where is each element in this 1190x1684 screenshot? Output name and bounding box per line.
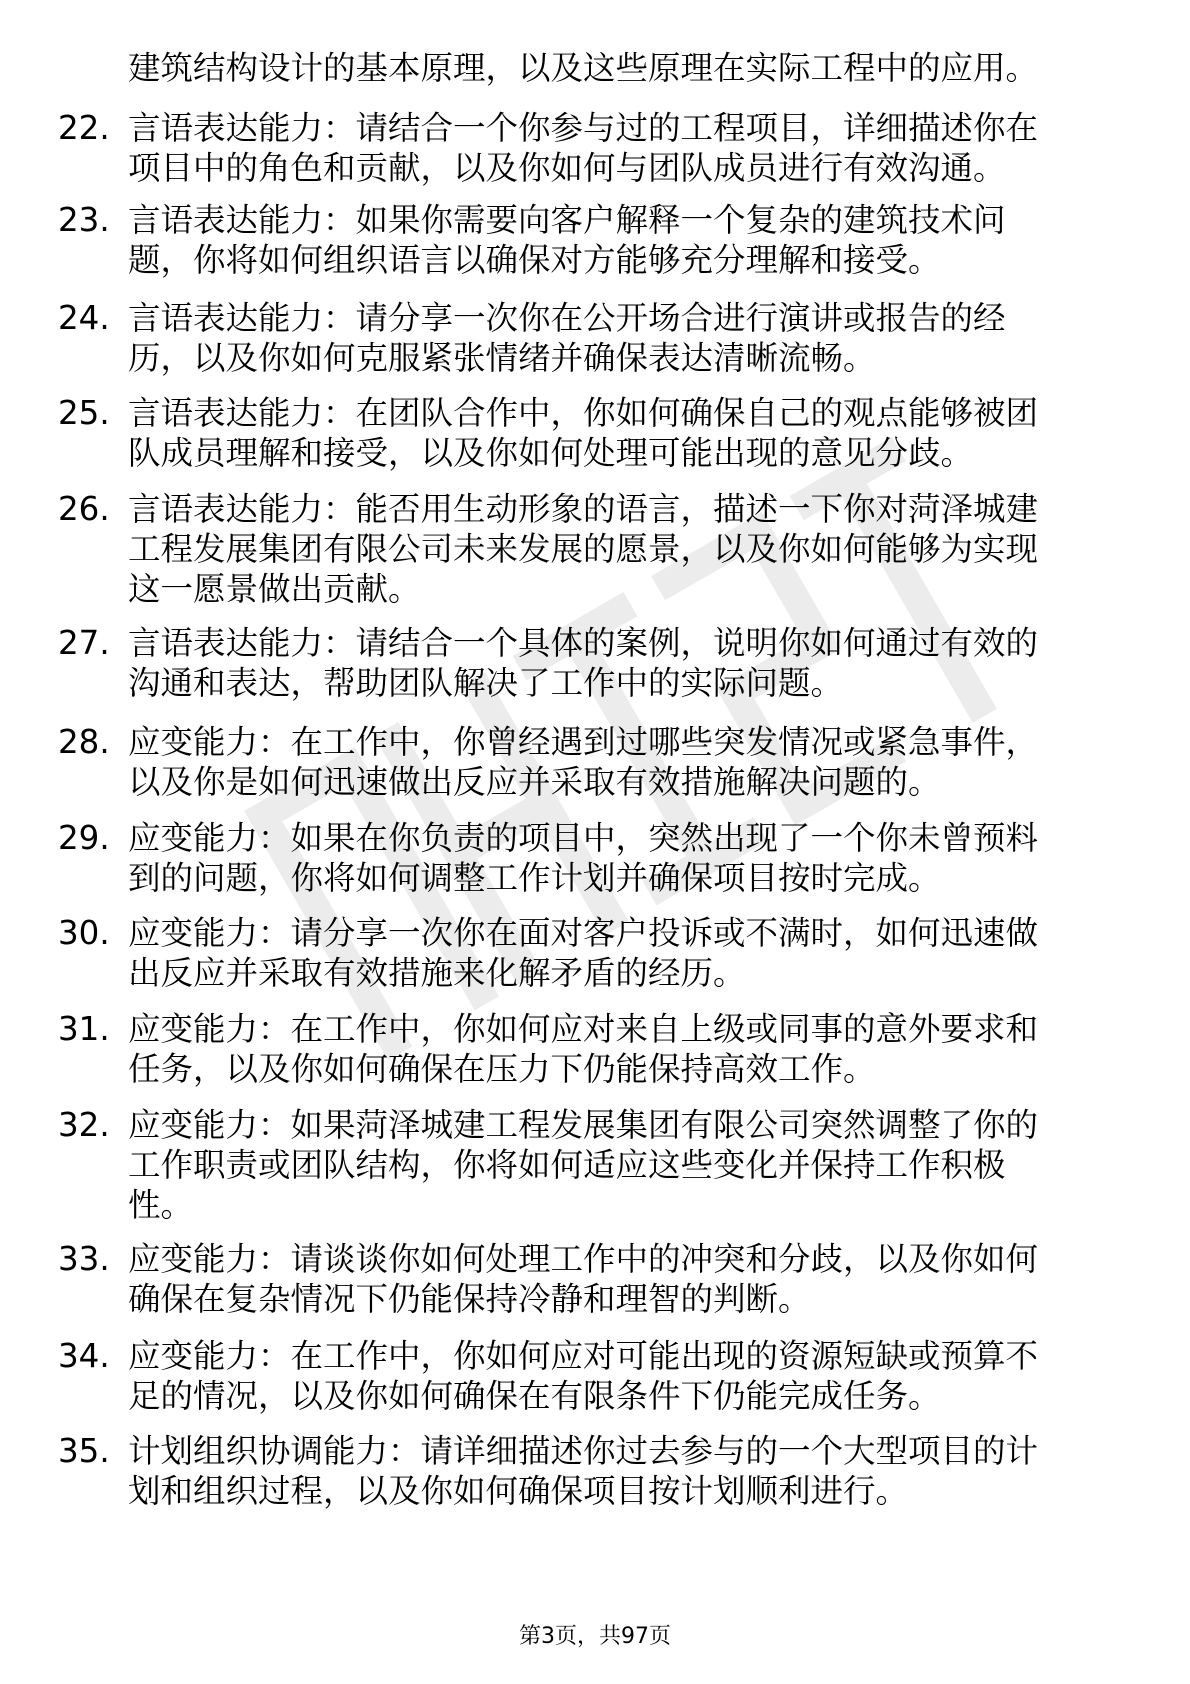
question-number: 32. bbox=[58, 1106, 110, 1144]
question-number: 28. bbox=[58, 723, 110, 761]
question-text bbox=[128, 1336, 1128, 1416]
question-text bbox=[128, 489, 1128, 609]
question-number: 22. bbox=[58, 109, 110, 147]
question-text bbox=[128, 722, 1128, 802]
question-text bbox=[128, 913, 1128, 993]
question-line: 这一愿景做出贡献。 bbox=[128, 570, 421, 608]
question-text bbox=[128, 1105, 1128, 1225]
question-line: 言语表达能力：请结合一个你参与过的工程项目，详细描述你在 bbox=[128, 109, 1039, 147]
question-line: 任务，以及你如何确保在压力下仍能保持高效工作。 bbox=[128, 1050, 876, 1088]
question-text bbox=[128, 200, 1128, 280]
question-line: 言语表达能力：能否用生动形象的语言，描述一下你对菏泽城建 bbox=[128, 490, 1039, 528]
question-line: 应变能力：请谈谈你如何处理工作中的冲突和分歧，以及你如何 bbox=[128, 1240, 1039, 1278]
question-line: 项目中的角色和贡献，以及你如何与团队成员进行有效沟通。 bbox=[128, 149, 1006, 187]
question-line: 言语表达能力：在团队合作中，你如何确保自己的观点能够被团 bbox=[128, 394, 1039, 432]
question-line: 言语表达能力：请结合一个具体的案例，说明你如何通过有效的 bbox=[128, 624, 1039, 662]
question-line: 划和组织过程，以及你如何确保项目按计划顺利进行。 bbox=[128, 1472, 909, 1510]
question-text bbox=[128, 1009, 1128, 1089]
question-line: 应变能力：在工作中，你如何应对可能出现的资源短缺或预算不 bbox=[128, 1337, 1039, 1375]
question-number: 33. bbox=[58, 1240, 110, 1278]
question-number: 26. bbox=[58, 490, 110, 528]
question-number: 30. bbox=[58, 914, 110, 952]
question-line: 言语表达能力：请分享一次你在公开场合进行演讲或报告的经 bbox=[128, 299, 1006, 337]
question-text bbox=[128, 108, 1128, 188]
question-number: 23. bbox=[58, 201, 110, 239]
question-text bbox=[128, 1431, 1128, 1511]
question-text bbox=[128, 818, 1128, 898]
question-line: 计划组织协调能力：请详细描述你过去参与的一个大型项目的计 bbox=[128, 1432, 1039, 1470]
question-line: 题，你将如何组织语言以确保对方能够充分理解和接受。 bbox=[128, 241, 941, 279]
question-line: 足的情况，以及你如何确保在有限条件下仍能完成任务。 bbox=[128, 1377, 941, 1415]
question-number: 27. bbox=[58, 624, 110, 662]
question-number: 35. bbox=[58, 1432, 110, 1470]
question-number: 25. bbox=[58, 394, 110, 432]
question-number: 24. bbox=[58, 299, 110, 337]
question-line: 应变能力：如果在你负责的项目中，突然出现了一个你未曾预料 bbox=[128, 819, 1039, 857]
question-line: 应变能力：在工作中，你如何应对来自上级或同事的意外要求和 bbox=[128, 1010, 1039, 1048]
question-line: 确保在复杂情况下仍能保持冷静和理智的判断。 bbox=[128, 1280, 811, 1318]
question-line: 历，以及你如何克服紧张情绪并确保表达清晰流畅。 bbox=[128, 339, 876, 377]
question-line: 以及你是如何迅速做出反应并采取有效措施解决问题的。 bbox=[128, 763, 941, 801]
question-line: 到的问题，你将如何调整工作计划并确保项目按时完成。 bbox=[128, 859, 941, 897]
question-text bbox=[128, 298, 1128, 378]
question-line: 工程发展集团有限公司未来发展的愿景，以及你如何能够为实现 bbox=[128, 530, 1039, 568]
question-line: 队成员理解和接受，以及你如何处理可能出现的意见分歧。 bbox=[128, 434, 974, 472]
question-text bbox=[128, 1239, 1128, 1319]
question-line: 言语表达能力：如果你需要向客户解释一个复杂的建筑技术问 bbox=[128, 201, 1006, 239]
question-line: 出反应并采取有效措施来化解矛盾的经历。 bbox=[128, 954, 746, 992]
question-text bbox=[128, 393, 1128, 473]
question-line: 沟通和表达，帮助团队解决了工作中的实际问题。 bbox=[128, 664, 844, 702]
continued-text-line: 建筑结构设计的基本原理，以及这些原理在实际工程中的应用。 bbox=[128, 49, 1039, 87]
question-number: 31. bbox=[58, 1010, 110, 1048]
question-line: 性。 bbox=[128, 1186, 194, 1224]
question-text bbox=[128, 623, 1128, 703]
page-footer: 第3页，共97页 bbox=[519, 1624, 671, 1649]
question-line: 应变能力：如果菏泽城建工程发展集团有限公司突然调整了你的 bbox=[128, 1106, 1039, 1144]
question-line: 应变能力：在工作中，你曾经遇到过哪些突发情况或紧急事件， bbox=[128, 723, 1039, 761]
question-number: 34. bbox=[58, 1337, 110, 1375]
question-number: 29. bbox=[58, 819, 110, 857]
question-line: 工作职责或团队结构，你将如何适应这些变化并保持工作积极 bbox=[128, 1146, 1006, 1184]
question-line: 应变能力：请分享一次你在面对客户投诉或不满时，如何迅速做 bbox=[128, 914, 1039, 952]
